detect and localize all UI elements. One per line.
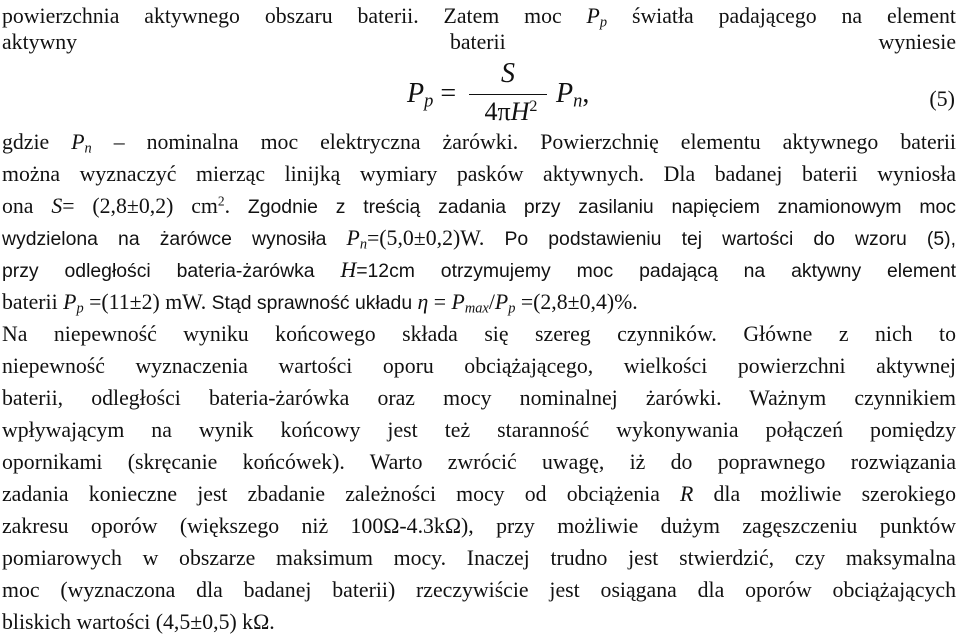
subscript: p [508,300,516,317]
text-run: . [224,194,248,218]
text-run: bliskich wartości (4,5±0,5) kΩ. [2,610,275,634]
text-line [2,158,956,190]
text-line [2,350,956,382]
subscript: p [599,14,608,31]
text-run: H [340,258,357,282]
text-line [2,286,956,318]
text-run: P [346,226,360,250]
subscript: p [76,300,84,317]
text-run: = (2,8±0,2) cm [62,194,218,218]
text-run: η [417,290,429,314]
text-run: gdzie [2,130,72,154]
text-run: / [488,290,495,314]
text-run: wydzielona na żarówce wynosiła [2,228,347,250]
text-run: – nominalna moc elektryczna żarówki. Powierzchnię elementu aktywnego baterii [91,130,956,154]
text-run: P [71,130,85,154]
text-run: dla możliwie szerokiego [693,482,956,506]
equation-number: (5) [929,86,955,111]
text-run: P [586,4,600,28]
text-run: =(11±2) mW. [83,290,212,314]
text-run: Na niepewność wyniku końcowego składa się szereg czynników. Główne z nich to [2,322,956,346]
text-run: =(2,8±0,4)%. [515,290,638,314]
text-run: opornikami (skręcanie końcówek). Warto zwrócić uwagę, iż do poprawnego rozwiązania [2,450,956,474]
text-line [2,606,956,638]
text-run: =(5,0±0,2)W. [367,226,505,250]
equation-lhs: $P_p$ = [407,78,457,111]
text-run: zadania konieczne jest zbadanie zależności mocy od obciążenia [2,482,681,506]
text-run: ona [2,194,52,218]
text-run: zakresu oporów (większego niż 100Ω-4.3kΩ), przy możliwie dużym zagęszczeniu punktów [2,514,956,538]
text-run: pomiarowych w obszarze maksimum mocy. Inaczej trudno jest stwierdzić, czy maksymalna [2,546,956,570]
text-run: można wyznaczyć mierząc linijką wymiary pasków aktywnych. Dla badanej baterii wyniosła [2,162,956,186]
subscript: n [84,140,92,157]
fraction-numerator: S [501,58,515,89]
text-run: światła padającego na element [607,4,956,28]
fraction-denominator: $4\pi H^2$ [484,97,538,126]
text-run: Zgodnie z treścią zadania przy zasilaniu napięciem znamionowym moc [247,196,956,218]
text-run: aktywny baterii wyniesie [2,30,956,54]
text-run: P [494,290,509,314]
text-line [2,446,956,478]
subscript: max [464,300,489,317]
text-line [2,574,956,606]
text-run: wpływającym na wynik końcowy jest też staranność wykonywania połączeń pomiędzy [2,418,956,442]
text-line [2,222,956,254]
text-run: P [63,290,77,314]
equation-5 [0,58,960,132]
text-run: R [680,482,694,506]
text-line [2,510,956,542]
text-line [2,190,956,222]
text-run: Po podstawieniu tej wartości do wzoru (5), [504,228,956,250]
text-line [2,318,956,350]
text-run: =12cm otrzymujemy moc padającą na aktywny element [356,260,956,282]
equation-fraction [469,58,547,132]
text-line [2,254,956,286]
text-run: = [428,290,452,314]
text-line [2,26,956,58]
subscript: n [359,236,367,253]
text-run: moc (wyznaczona dla badanej baterii) rzeczywiście jest osiągana dla oporów obciążających [2,578,956,602]
text-run: przy odległości bateria-żarówka [2,260,341,282]
text-run: baterii, odległości bateria-żarówka oraz mocy nominalnej żarówki. Ważnym czynnikiem [2,386,956,410]
superscript: 2 [217,193,225,209]
text-run: niepewność wyznaczenia wartości oporu obciążającego, wielkości powierzchni aktywnej [2,354,956,378]
text-run: S [51,194,63,218]
text-line [2,414,956,446]
text-run: baterii [2,290,64,314]
fraction-bar [469,94,547,95]
text-run: P [451,290,465,314]
equation-rhs: $P_n$, [556,78,590,111]
text-run: Stąd sprawność układu [211,292,418,314]
text-line [2,542,956,574]
text-run: powierzchnia aktywnego obszaru baterii. Zatem moc [2,4,587,28]
text-line [2,382,956,414]
text-line [2,478,956,510]
